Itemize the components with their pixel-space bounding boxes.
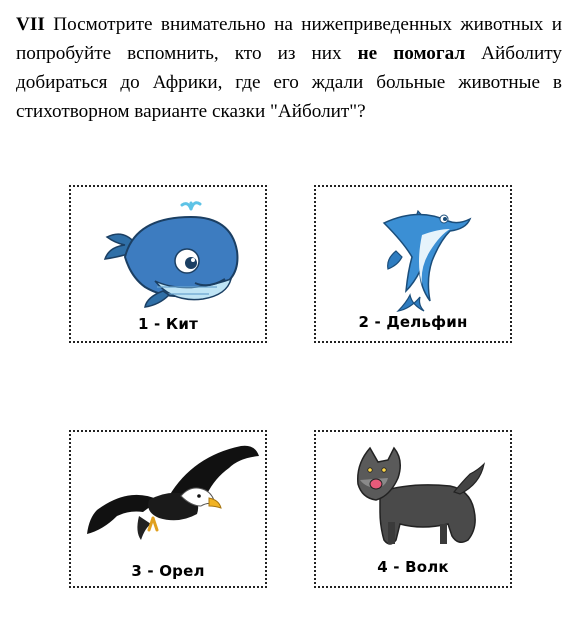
wolf-icon: [340, 440, 490, 555]
whale-icon: [95, 195, 245, 315]
card-caption-eagle: 3 - Орел: [131, 562, 205, 580]
question-emphasis: не помогал: [357, 43, 466, 64]
card-caption-whale: 1 - Кит: [138, 315, 198, 333]
question-text-after: Айболиту добираться до Африки, где его ждали больные животные в стихотворном варианте сказки "Айболит"?: [16, 43, 562, 122]
question-text: [16, 10, 562, 126]
dolphin-icon: [362, 197, 472, 317]
animal-card-wolf[interactable]: [314, 430, 512, 588]
animal-card-whale[interactable]: [69, 185, 267, 343]
card-caption-dolphin: 2 - Дельфин: [358, 313, 468, 331]
eagle-icon: [79, 438, 259, 548]
card-caption-wolf: 4 - Волк: [377, 558, 449, 576]
animal-card-eagle[interactable]: [69, 430, 267, 588]
animal-card-dolphin[interactable]: [314, 185, 512, 343]
question-number: VII: [16, 14, 45, 35]
question-text-before: Посмотрите внимательно на нижеприведенных животных и попробуйте вспомнить, кто из них: [16, 14, 562, 64]
